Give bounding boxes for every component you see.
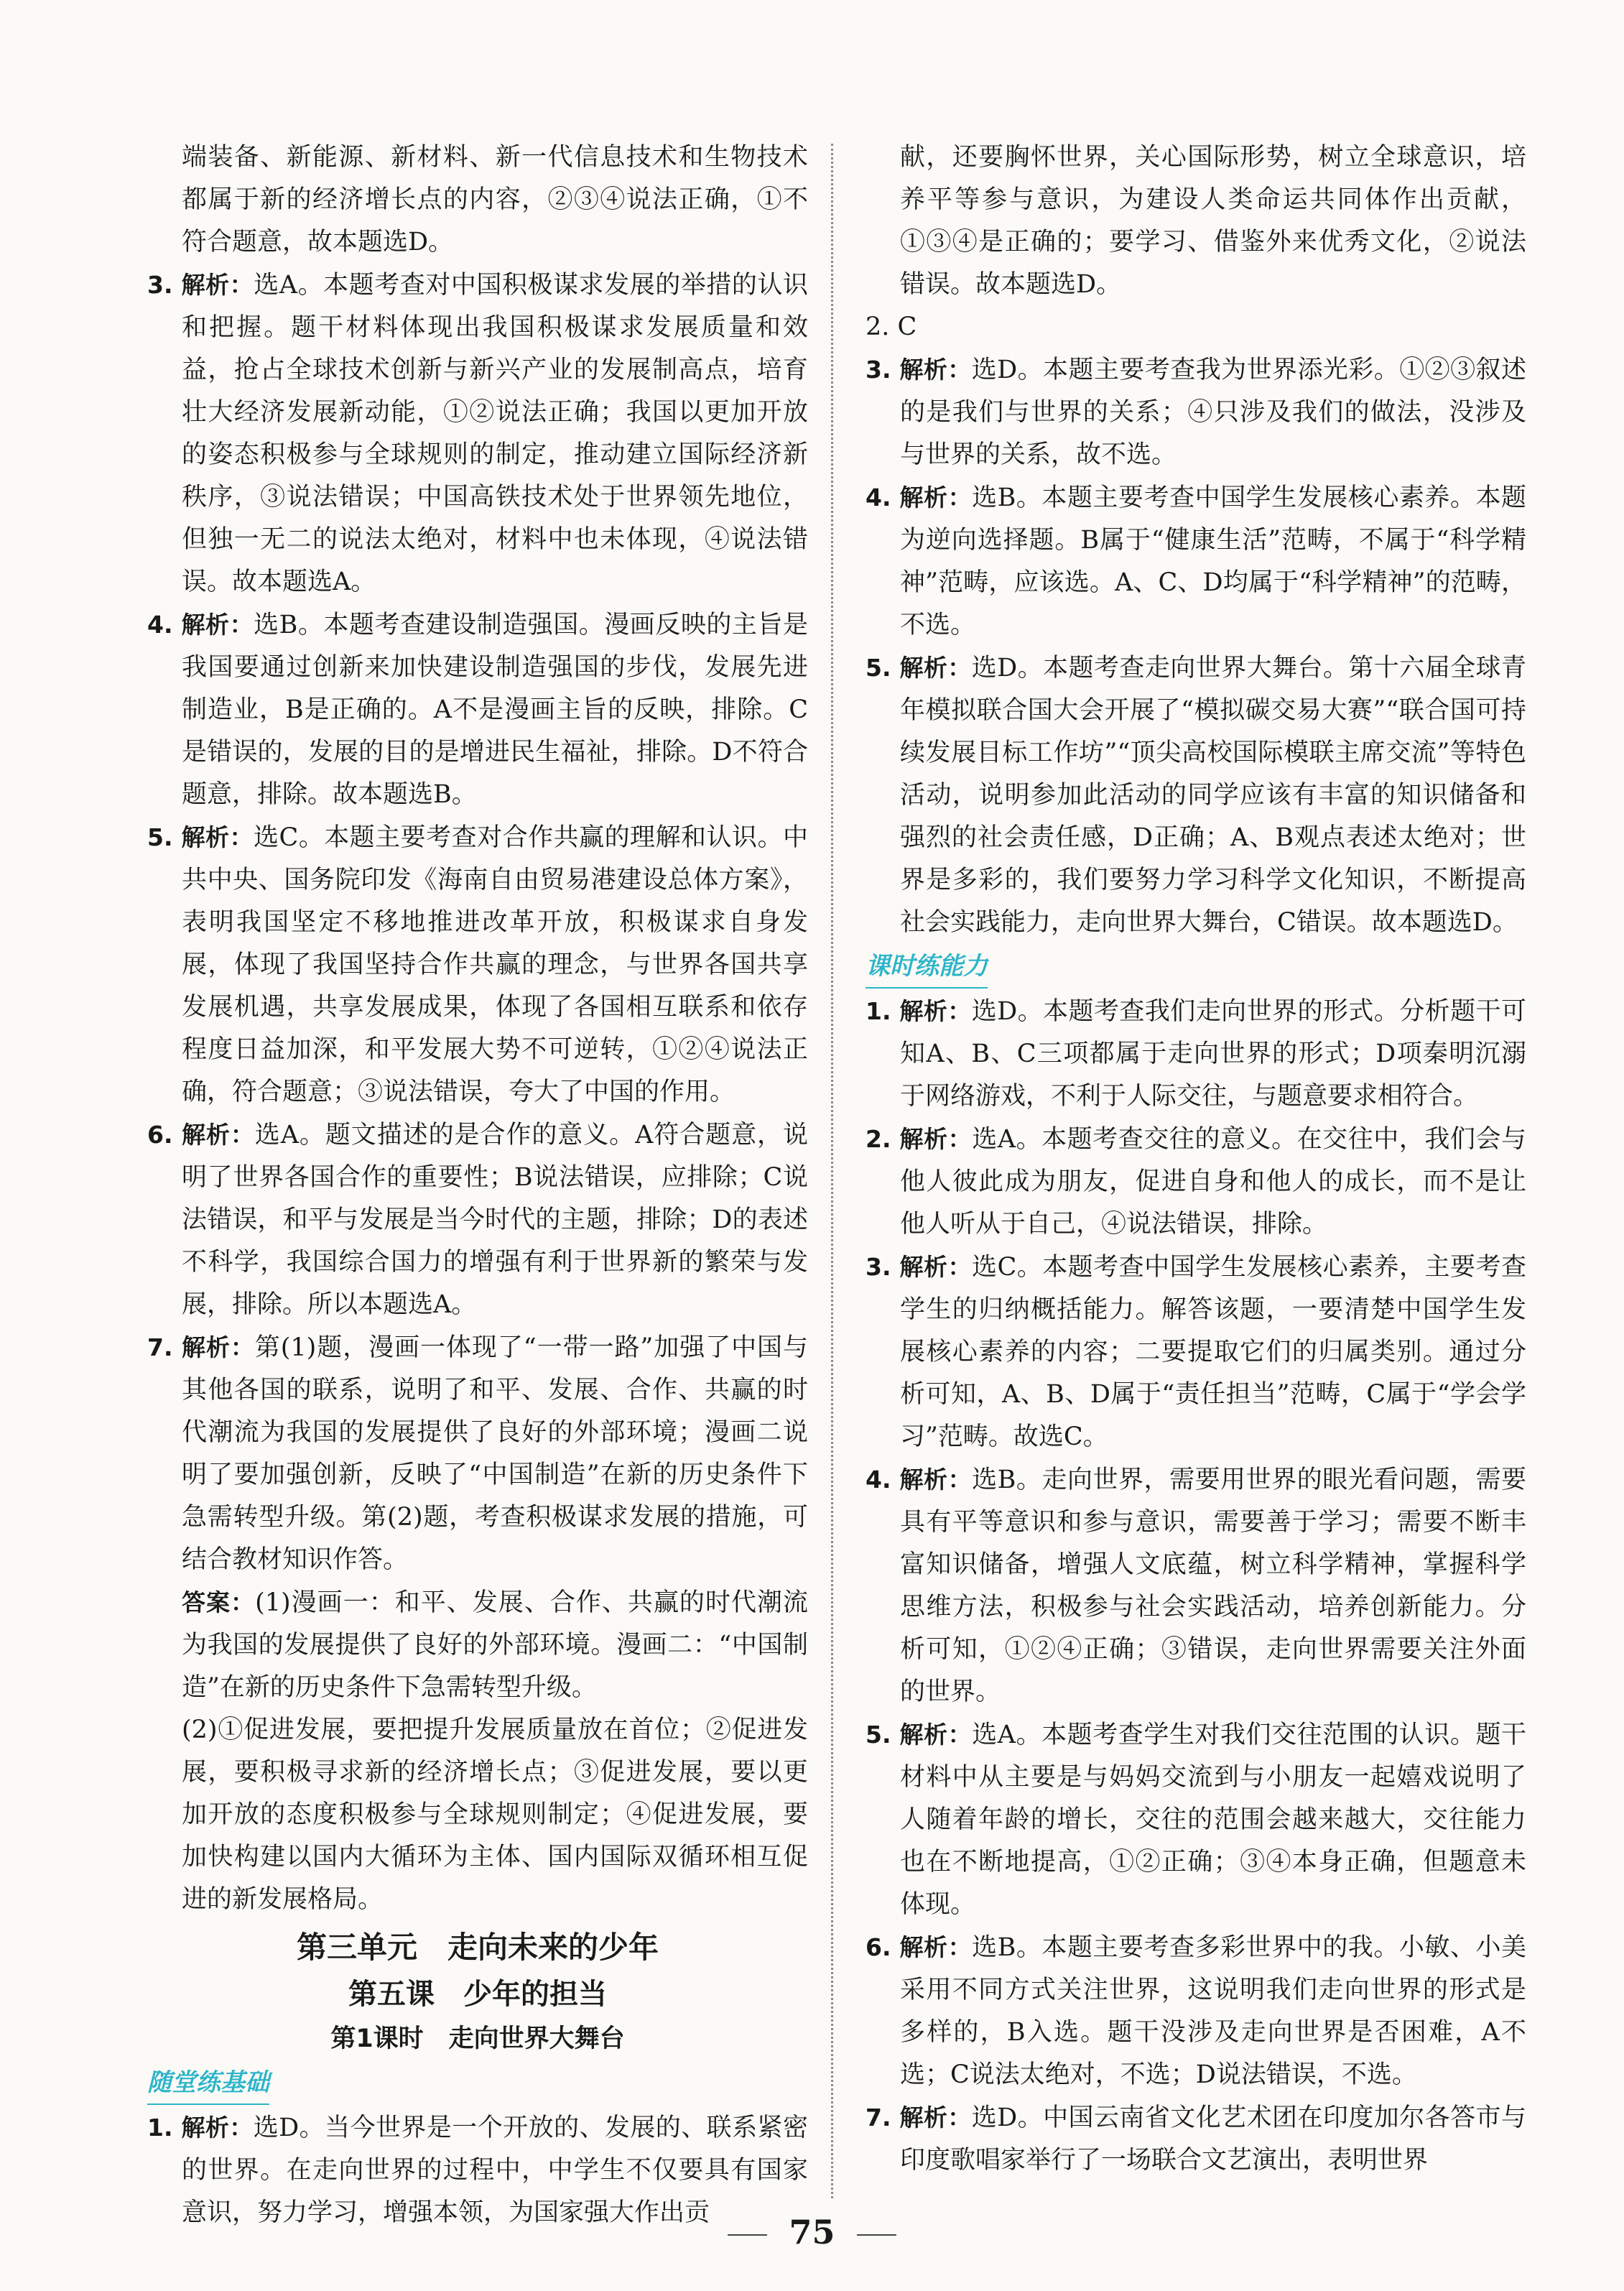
answer-block xyxy=(147,1581,808,1709)
label: 5. xyxy=(866,654,900,682)
unit-title: 第三单元 走向未来的少年 xyxy=(296,1930,659,1965)
answer-item xyxy=(866,1458,1526,1713)
answer-item xyxy=(147,603,808,816)
rule-right xyxy=(857,2234,896,2236)
answer-item xyxy=(147,1114,808,1326)
label: 3. xyxy=(866,1253,900,1281)
label: 解析： xyxy=(899,1721,973,1749)
column-divider xyxy=(831,144,833,2198)
label: 1. xyxy=(147,2114,182,2142)
answer-text: 选D。本题考查我们走向世界的形式。分析题干可知A、B、C三项都属于走向世界的形式；D项秦明沉溺于网络游戏，不利于人际交往，与题意要求相符合。 xyxy=(900,997,1526,1111)
section-tag: 课时练能力 xyxy=(866,945,988,989)
label: 7. xyxy=(866,2103,900,2132)
label: 5. xyxy=(147,823,182,851)
answer-text: 选A。题文描述的是合作的意义。A符合题意，说明了世界各国合作的重要性；B说法错误，应排除；C说法错误，和平与发展是当今时代的主题，排除；D的表述不科学，我国综合国力的增强有利于世界新的繁荣与发展，排除。所以本题选A。 xyxy=(182,1121,808,1319)
answer-item xyxy=(866,990,1526,1118)
answer-item xyxy=(866,476,1526,647)
answer-text: 选A。本题考查对中国积极谋求发展的举措的认识和把握。题干材料体现出我国积极谋求发展质量和效益，抢占全球技术创新与新兴产业的发展制高点，培育壮大经济发展新动能，①②说法正确；我国以更加开放的姿态积极参与全球规则的制定，推动建立国际经济新秩序，③说法错误；中国高铁技术处于世界领先地位，但独一无二的说法太绝对，材料中也未体现，④说法错误。故本题选A。 xyxy=(182,271,809,596)
answer-text: 选B。本题主要考查中国学生发展核心素养。本题为逆向选择题。B属于“健康生活”范畴，不属于“科学精神”范畴，应该选。A、C、D均属于“科学精神”的范畴，不选。 xyxy=(900,483,1526,639)
label: 解析： xyxy=(181,1121,255,1149)
answer-text: 选B。本题主要考查多彩世界中的我。小敏、小美采用不同方式关注世界，这说明我们走向世界的形式是多样的，B入选。题干没涉及走向世界是否困难，A不选；C说法太绝对，不选；D说法错误，不选。 xyxy=(900,1933,1526,2089)
answer-text: 选D。本题考查走向世界大舞台。第十六届全球青年模拟联合国大会开展了“模拟碳交易大赛”“联合国可持续发展目标工作坊”“顶尖高校国际模联主席交流”等特色活动，说明参加此活动的同学应该有丰富的知识储备和强烈的社会责任感，D正确；A、B观点表述太绝对；世界是多彩的，我们要努力学习科学文化知识，不断提高社会实践能力，走向世界大舞台，C错误。故本题选D。 xyxy=(900,654,1526,937)
answer-item xyxy=(866,647,1526,944)
label: 解析： xyxy=(181,1333,255,1361)
label: 解析： xyxy=(181,2114,254,2142)
label: 解析： xyxy=(899,1466,973,1494)
page-number xyxy=(0,2213,1624,2251)
answer-item xyxy=(866,1246,1526,1458)
label: 5. xyxy=(866,1721,900,1749)
answer-item xyxy=(866,306,1526,348)
label: 解析： xyxy=(181,823,254,851)
page-number-text: 75 xyxy=(789,2213,835,2251)
label: 4. xyxy=(866,483,900,512)
answer-item xyxy=(866,1118,1526,1246)
answer-text: (1)漫画一：和平、发展、合作、共赢的时代潮流为我国的发展提供了良好的外部环境。漫画二：“中国制造”在新的历史条件下急需转型升级。 xyxy=(182,1588,808,1702)
answer-text: 选A。本题考查学生对我们交往范围的认识。题干材料中从主要是与妈妈交流到与小朋友一起嬉戏说明了人随着年龄的增长，交往的范围会越来越大，交往能力也在不断地提高，①②正确；③④本身正确，但题意未体现。 xyxy=(900,1721,1527,1919)
label: 解析： xyxy=(899,356,972,384)
label: 解析： xyxy=(899,2103,972,2132)
answer-text: 选B。本题考查建设制造强国。漫画反映的主旨是我国要通过创新来加快建设制造强国的步伐，发展先进制造业，B是正确的。A不是漫画主旨的反映，排除。C是错误的，发展的目的是增进民生福祉，排除。D不符合题意，排除。故本题选B。 xyxy=(182,611,808,809)
label: 解析： xyxy=(181,271,254,299)
answer-item xyxy=(866,1713,1526,1926)
section-tag: 随堂练基础 xyxy=(147,2062,269,2105)
label: 解析： xyxy=(181,611,254,639)
answer-item xyxy=(866,1926,1526,2096)
lesson-title: 第五课 少年的担当 xyxy=(348,1978,607,2011)
answer-item xyxy=(866,2096,1526,2182)
rule-left xyxy=(728,2234,767,2236)
label: 3. xyxy=(866,356,900,384)
label: 答案： xyxy=(182,1588,256,1616)
answer-item xyxy=(866,348,1526,476)
label: 7. xyxy=(147,1333,182,1361)
answer-block: (2)①促进发展，要把提升发展质量放在首位；②促进发展，要积极寻求新的经济增长点；③促进发展，要以更加开放的态度积极参与全球规则制定；④促进发展，要加快构建以国内大循环为主体、国内国际双循环相互促进的新发展格局。 xyxy=(182,1716,808,1914)
label: 2. xyxy=(866,1125,900,1153)
label: 1. xyxy=(866,997,900,1025)
answer-text: 选C。本题主要考查对合作共赢的理解和认识。中共中央、国务院印发《海南自由贸易港建设总体方案》，表明我国坚定不移地推进改革开放，积极谋求自身发展，体现了我国坚持合作共赢的理念，与世界各国共享发展机遇，共享发展成果，体现了各国相互联系和依存程度日益加深，和平发展大势不可逆转，①②④说法正确，符合题意；③说法错误，夸大了中国的作用。 xyxy=(182,823,808,1106)
paragraph: 端装备、新能源、新材料、新一代信息技术和生物技术都属于新的经济增长点的内容，②③④说法正确，①不符合题意，故本题选D。 xyxy=(182,143,808,256)
label: 解析： xyxy=(899,1253,972,1281)
left-column xyxy=(147,136,808,2234)
label: 解析： xyxy=(899,997,972,1025)
label: 解析： xyxy=(899,1933,973,1961)
answer-item xyxy=(147,264,808,603)
period-title: 第1课时 走向世界大舞台 xyxy=(330,2024,625,2053)
paragraph: 献，还要胸怀世界，关心国际形势，树立全球意识，培养平等参与意识，为建设人类命运共同体作出贡献，①③④是正确的；要学习、借鉴外来优秀文化，②说法错误。故本题选D。 xyxy=(900,143,1526,299)
label: 3. xyxy=(147,271,182,299)
answer-text: 2. C xyxy=(866,313,917,341)
label: 4. xyxy=(147,611,182,639)
label: 4. xyxy=(866,1466,900,1494)
answer-text: 选D。当今世界是一个开放的、发展的、联系紧密的世界。在走向世界的过程中，中学生不仅要具有国家意识，努力学习，增强本领，为国家强大作出贡 xyxy=(182,2114,808,2227)
answer-text: 选D。本题主要考查我为世界添光彩。①②③叙述的是我们与世界的关系；④只涉及我们的做法，没涉及与世界的关系，故不选。 xyxy=(900,356,1526,469)
label: 解析： xyxy=(899,1125,973,1153)
label: 6. xyxy=(866,1933,900,1961)
answer-text: 选D。中国云南省文化艺术团在印度加尔各答市与印度歌唱家举行了一场联合文艺演出，表明世界 xyxy=(900,2103,1526,2175)
answer-item xyxy=(147,1326,808,1581)
answer-text: 选A。本题考查交往的意义。在交往中，我们会与他人彼此成为朋友，促进自身和他人的成长，而不是让他人听从于自己，④说法错误，排除。 xyxy=(900,1125,1527,1239)
right-column xyxy=(866,136,1526,2182)
label: 解析： xyxy=(899,483,973,512)
answer-text: 选B。走向世界，需要用世界的眼光看问题，需要具有平等意识和参与意识，需要善于学习；需要不断丰富知识储备，增强人文底蕴，树立科学精神，掌握科学思维方法，积极参与社会实践活动，培养创新能力。分析可知，①②④正确；③错误，走向世界需要关注外面的世界。 xyxy=(900,1466,1526,1706)
answer-item xyxy=(147,816,808,1114)
answer-text: 选C。本题考查中国学生发展核心素养，主要考查学生的归纳概括能力。解答该题，一要清楚中国学生发展核心素养的内容；二要提取它们的归属类别。通过分析可知，A、B、D属于“责任担当”范畴，C属于“学会学习”范畴。故选C。 xyxy=(900,1253,1526,1451)
label: 6. xyxy=(147,1121,182,1149)
label: 解析： xyxy=(899,654,972,682)
answer-text: 第(1)题，漫画一体现了“一带一路”加强了中国与其他各国的联系，说明了和平、发展、合作、共赢的时代潮流为我国的发展提供了良好的外部环境；漫画二说明了要加强创新，反映了“中国制造”在新的历史条件下急需转型升级。第(2)题，考查积极谋求发展的措施，可结合教材知识作答。 xyxy=(182,1333,808,1574)
